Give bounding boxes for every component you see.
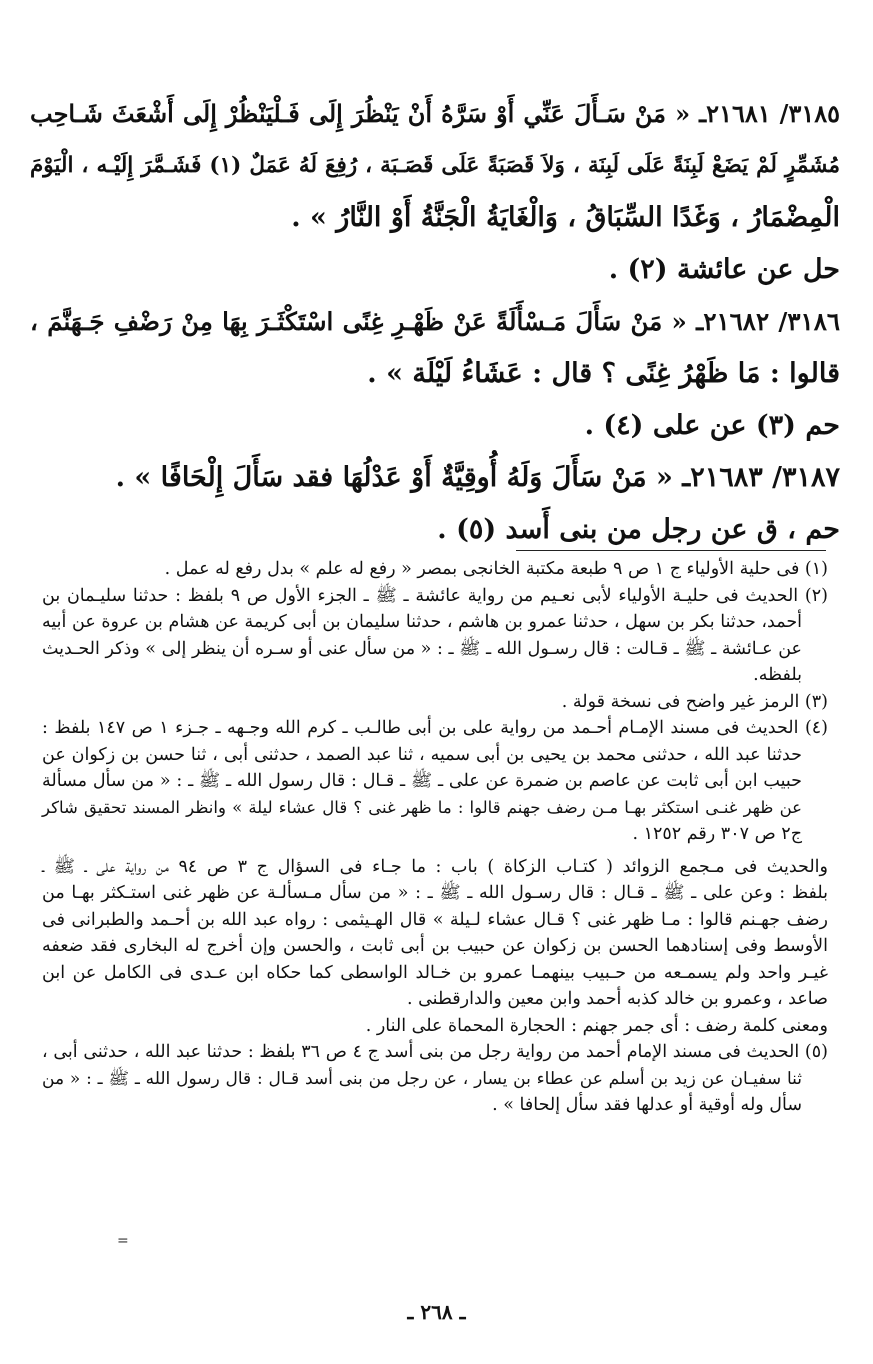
footnote [42, 854, 828, 1013]
text-line: حل عن عائشة (٢) . [608, 254, 840, 285]
footnote-line: (٢) الحديث فى حليـة الأولياء لأبى نعـيم من رواية عائشة ـ ﷺ ـ الجزء الأول ص ٩ بلفظ : حدثنا سليـمان بن [42, 585, 828, 606]
footnote-line: عن عـائشة ـ ﷺ ـ قـالت : قال رسـول الله ـ ﷺ ـ : « من سأل عنى أو سـره أن ينظر إلى » وذكر الحـديث [42, 638, 802, 659]
text-line: قالوا : مَا ظَهْرُ غِنًى ؟ قال : عَشَاءُ لَيْلَة » . [367, 358, 840, 389]
footnote-line: رضف جهـنم قالوا : مـا ظهر غنى ؟ قـال عشاء لـيلة » قال الهـيثمى : رواه عبد الله بن أحـمد والطبرانى فى [42, 909, 828, 930]
text-line: حم ، ق عن رجل من بنى أَسد (٥) . [437, 514, 840, 545]
page-number: ـ ٢٦٨ ـ [407, 1300, 466, 1324]
footnote-line: حبيب ابن أبى ثابت عن عاصم بن ضمرة عن على ـ ﷺ ـ قـال : قال رسول الله ـ ﷺ ـ : « من سأل مسألة [42, 771, 802, 791]
footnote [42, 1039, 828, 1119]
footnote [42, 556, 828, 583]
footnote-line: والحديث فى مـجمع الزوائد ( كتـاب الزكاة ) باب : ما جـاء فى السؤال ج ٣ ص ٩٤ من رواية على ـ ﷺ ـ [42, 856, 828, 877]
footnote-line: صاعد ، وعمرو بن خالد كذبه أحمد وابن معين والدارقطنى . [406, 989, 828, 1009]
text-line: الْمِضْمَارُ ، وَغَدًا السِّبَاقُ ، وَالْغَايَةُ الْجَنَّةُ أَوْ النَّارُ » . [291, 202, 840, 233]
footnote-line: ومعنى كلمة رضف : أى جمر جهنم : الحجارة المحماة على النار . [365, 1015, 828, 1036]
footnote [42, 583, 828, 689]
footnote-line: (٤) الحديث فى مسند الإمـام أحـمد من رواية على بن أبى طالـب ـ كرم الله وجـهه ـ جـزء ١ ص ١٤٧ بلفظ : [42, 718, 828, 738]
footnote-line: حدثنا عبد الله ، حدثنى محمد بن يحيى بن أبى سميه ، ثنا عبد الصمد ، حدثنى أبى ، ثنا حسن بن زكوان عن [42, 744, 802, 765]
footnote-line: الأوسط وفى إسنادهما الحسن بن زكوان عن حبيب بن أبى ثابت ، والحسن وإن أخرج له البخارى فقد ضعفه [42, 936, 828, 956]
footnote [42, 1013, 828, 1040]
footnote-line: (٣) الرمز غير واضح فى نسخة قولة . [561, 691, 828, 712]
margin-mark: = [117, 1233, 129, 1249]
footnote-line: أحمد، حدثنا بكر بن سهل ، حدثنا عمرو بن هاشم ، حدثنا سليمان بن أبى كريمة عن هشام بن عروة عن أبيه [42, 612, 802, 632]
footnote [42, 715, 828, 848]
footnote-line: (٥) الحديث فى مسند الإمام أحمد من رواية رجل من بنى أسد ج ٤ ص ٣٦ بلفظ : حدثنا عبد الله ، حدثنى أبى ، [42, 1042, 828, 1062]
footnote-line: (١) فى حلية الأولياء ج ١ ص ٩ طبعة مكتبة الخانجى بمصر « رفع له علم » بدل رفع له عمل . [164, 559, 828, 579]
footnote-line: سأل وله أوقية أو عدلها فقد سأل إلحافا » . [492, 1095, 802, 1115]
footnote-line: ثنا سفيـان عن زيد بن أسلم عن عطاء بن يسار ، عن رجل من بنى أسد قـال : قال رسول الله ـ ﷺ ـ : « من [42, 1068, 802, 1089]
text-line: ٣١٨٧/ ٢١٦٨٣ـ « مَنْ سَأَلَ وَلَهُ أُوقِيَّةٌ أَوْ عَدْلُهَا فقد سَأَلَ إِلْحَافًا » . [115, 462, 840, 493]
hadith-text-block [30, 88, 840, 556]
footnote-line: بلفظ : وعن على ـ ﷺ ـ قـال : قال رسـول الله ـ ﷺ ـ : « من سأل مـسألـة عن ظهر غنى استـكثر بهـا من [42, 883, 828, 903]
text-line: مُشَمِّرٍ لَمْ يَضَعْ لَبِنَةً عَلَى لَبِنَة ، وَلاَ قَصَبَةً عَلَى قَصَـبَة ، رُفِعَ لَهُ عَمَلٌ (١) فَشَـمَّرَ إِلَيْـه ، الْيَوْمَ [30, 153, 841, 178]
footnote-line: غيـر واحد ولم يسمـعه من حـبيب بينهمـا عمرو بن خـالد الواسطى كما حكاه ابن عـدى فى الكامل عن ابن [42, 962, 829, 983]
text-line: ٣١٨٥/ ٢١٦٨١ـ « مَنْ سَـأَلَ عَنِّي أَوْ سَرَّهُ أَنْ يَنْظُرَ إِلَى فَـلْيَنْظُرْ إِلَى أَشْعَثَ شَـاحِب [30, 99, 841, 128]
footnote [42, 689, 828, 716]
footnote-separator [516, 550, 826, 551]
footnotes-block [42, 556, 828, 1119]
text-line: حم (٣) عن على (٤) . [584, 410, 840, 441]
text-line: ٣١٨٦/ ٢١٦٨٢ـ « مَنْ سَأَلَ مَـسْأَلَةً عَنْ ظَهْـرِ غِنًى اسْتَكْثَـرَ بِهَا مِنْ رَضْفِ جَـهَنَّمَ ، [30, 307, 841, 336]
footnote-line: بلفظه. [753, 665, 802, 685]
footnote-line: ج٢ ص ٣٠٧ رقم ١٢٥٢ . [632, 824, 802, 844]
footnote-line: عن ظهر غنـى استكثر بهـا مـن رضف جهنم قالوا : ما ظهر غنى ؟ قال عشاء ليلة » وانظر المسند تحقيق شاكر [42, 797, 802, 817]
